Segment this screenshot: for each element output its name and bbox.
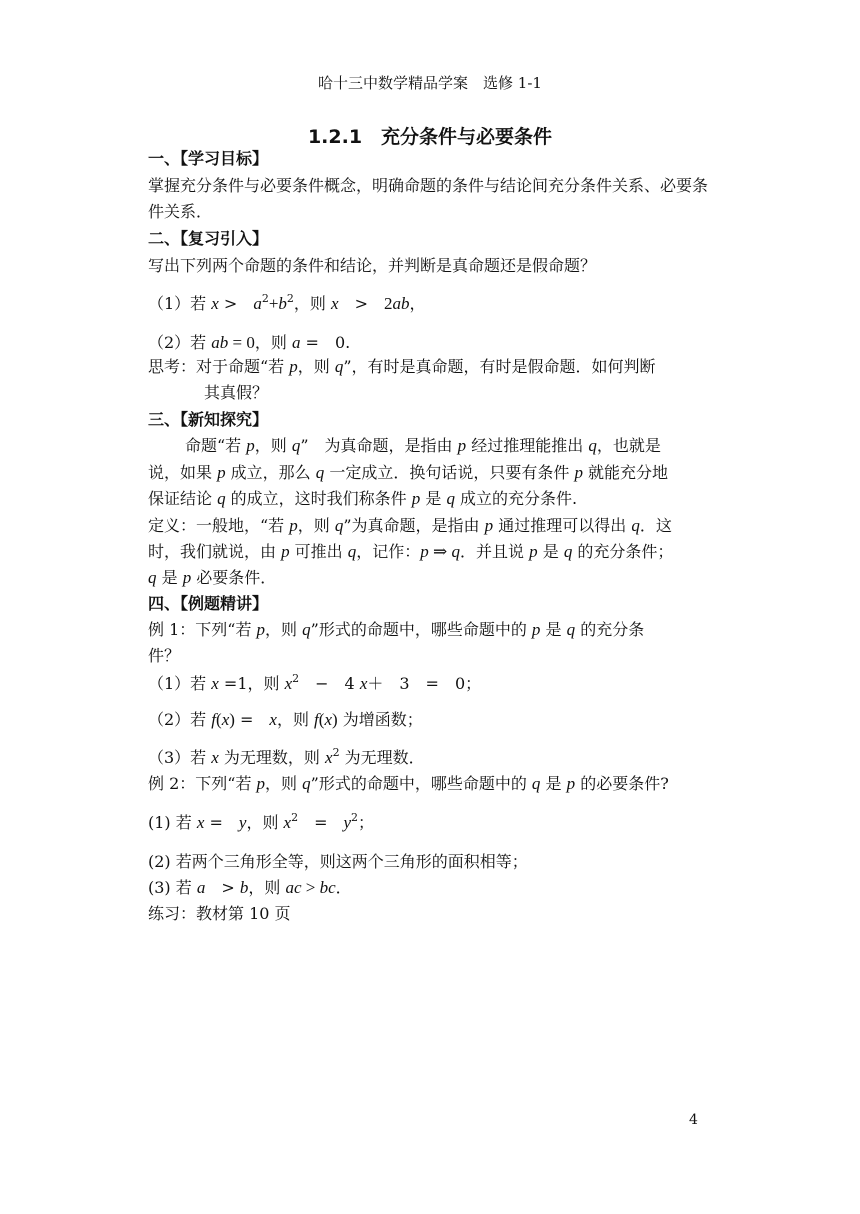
text-run: 经过推理能推出 xyxy=(466,436,589,455)
math-var: p xyxy=(256,774,266,793)
text-run: ，则 xyxy=(297,516,335,535)
math-var: f xyxy=(314,710,319,729)
text-run: ( xyxy=(318,710,325,729)
text-run: 是 xyxy=(540,774,567,793)
example1-item-1 xyxy=(148,673,481,695)
example1-item-3 xyxy=(148,747,425,769)
text-run: 为无理数． xyxy=(339,748,425,767)
text-run: 思考：对于命题“若 xyxy=(148,357,290,376)
text-run: − 4 xyxy=(299,674,360,693)
math-var: q xyxy=(446,489,455,508)
text-run: 的充分条 xyxy=(575,620,645,639)
text-run: (3) 若 xyxy=(148,878,197,897)
text-run: ． xyxy=(335,878,352,897)
text-run: 必要条件． xyxy=(191,568,277,587)
example1-item-2 xyxy=(148,709,423,731)
math-var: q xyxy=(588,436,597,455)
section-4-heading xyxy=(148,593,268,615)
text-run: ) xyxy=(332,710,338,729)
math-var: p xyxy=(256,620,266,639)
review-intro xyxy=(148,255,596,277)
text-run: 成立，那么 xyxy=(225,463,316,482)
text-run: 说，如果 xyxy=(148,463,218,482)
math-var: p xyxy=(411,489,421,508)
objective-line-1 xyxy=(148,175,708,197)
text-run: ，也就是 xyxy=(596,436,661,455)
text-run: 时，我们就说，由 xyxy=(148,542,282,561)
math-var: x xyxy=(269,710,277,729)
exercise-line xyxy=(148,903,291,925)
text-run: （2）若 xyxy=(148,710,212,729)
math-var: x xyxy=(325,748,333,767)
math-var: x xyxy=(211,294,219,313)
text-run: ( xyxy=(216,710,222,729)
page-title: 1.2.1 充分条件与必要条件 xyxy=(307,126,553,148)
math-var: p xyxy=(457,436,467,455)
math-exponent: 2 xyxy=(286,292,294,305)
text-run: ”，有时是真命题，有时是假命题．如何判断 xyxy=(343,357,656,376)
example2-item-2 xyxy=(148,851,528,873)
example1-line-1 xyxy=(148,619,644,641)
text-run: 为无理数，则 xyxy=(218,748,326,767)
example2-line-1 xyxy=(148,773,669,795)
math-var: p xyxy=(566,774,576,793)
definition-line-3 xyxy=(148,567,276,589)
math-var: p xyxy=(531,620,541,639)
text-run: (2) 若两个三角形全等，则这两个三角形的面积相等； xyxy=(148,852,528,871)
math-var: b xyxy=(239,878,249,897)
text-run: > xyxy=(338,294,384,313)
math-var: p xyxy=(217,463,226,482)
text-run: (1) 若 xyxy=(148,813,197,832)
explore-line-3 xyxy=(148,488,577,510)
text-run: 一、【学习目标】 xyxy=(148,149,269,168)
explore-line-2 xyxy=(148,462,668,484)
text-run: ” 为真命题，是指由 xyxy=(300,436,458,455)
think-line-2 xyxy=(204,382,268,404)
text-run: ； xyxy=(358,813,375,832)
text-run: 例 1：下列“若 xyxy=(148,620,257,639)
math-var: x xyxy=(359,674,368,693)
math-var: p xyxy=(574,463,583,482)
section-1-heading xyxy=(148,148,268,170)
text-run: 通过推理可以得出 xyxy=(493,516,632,535)
explore-line-1 xyxy=(185,435,661,457)
math-var: x xyxy=(283,813,292,832)
text-run: 其真假？ xyxy=(204,383,269,402)
text-run: 是 xyxy=(540,620,567,639)
definition-line-1 xyxy=(148,515,672,537)
math-var: x xyxy=(211,748,219,767)
math-var: q xyxy=(631,516,640,535)
math-exponent: 2 xyxy=(332,746,340,759)
text-run: 成立的充分条件. xyxy=(454,489,578,508)
text-run: 的充分条件； xyxy=(572,542,674,561)
math-var: y xyxy=(238,813,247,832)
text-run: （2）若 xyxy=(148,333,212,352)
text-run: 就能充分地 xyxy=(582,463,669,482)
text-run: 写出下列两个命题的条件和结论，并判断是真命题还是假命题？ xyxy=(148,256,597,275)
text-run: = 0 xyxy=(228,333,255,352)
math-var: q xyxy=(217,489,226,508)
text-run: 为增函数； xyxy=(337,710,423,729)
math-var: p xyxy=(484,516,494,535)
math-var: f xyxy=(211,710,217,729)
math-exponent: 2 xyxy=(291,811,299,824)
text-run: ，则 xyxy=(276,710,315,729)
review-item-2 xyxy=(148,332,350,354)
page-header: 哈十三中数学精品学案 选修 1-1 xyxy=(318,74,542,92)
text-run: 一定成立．换句话说，只要有条件 xyxy=(324,463,575,482)
math-var: q xyxy=(451,542,461,561)
math-var: x xyxy=(196,813,205,832)
text-run: ，则 xyxy=(254,333,292,352)
text-run: = xyxy=(204,813,239,832)
text-run: ”形式的命题中，哪些命题中的 xyxy=(310,774,532,793)
math-var: x xyxy=(324,710,332,729)
text-run: > xyxy=(301,878,320,897)
text-run: 可推出 xyxy=(289,542,348,561)
math-var: ab xyxy=(211,333,229,352)
text-run: = 0. xyxy=(300,333,351,352)
math-var: x xyxy=(331,294,339,313)
math-var: x xyxy=(221,710,230,729)
math-var: q xyxy=(315,463,325,482)
math-var: q xyxy=(563,542,573,561)
math-var: q xyxy=(347,542,357,561)
text-run: 掌握充分条件与必要条件概念，明确命题的条件与结论间充分条件关系、必要条 xyxy=(148,176,709,195)
text-run: 件关系． xyxy=(148,202,213,221)
math-var: ac xyxy=(285,878,302,897)
text-run: 保证结论 xyxy=(148,489,218,508)
text-run: > xyxy=(205,878,240,897)
text-run: 的必要条件? xyxy=(575,774,669,793)
text-run: 二、【复习引入】 xyxy=(148,229,269,248)
section-2-heading xyxy=(148,228,268,250)
math-var: q xyxy=(334,357,344,376)
math-var: y xyxy=(343,813,352,832)
text-run: 例 2：下列“若 xyxy=(148,774,257,793)
math-var: bc xyxy=(319,878,336,897)
math-var: p xyxy=(289,357,298,376)
math-var: x xyxy=(211,674,219,693)
example2-item-3 xyxy=(148,877,352,899)
text-run: 2 xyxy=(383,294,393,313)
text-run: ， xyxy=(409,294,426,313)
math-var: a xyxy=(253,294,262,313)
text-run: ．这 xyxy=(639,516,672,535)
math-var: q xyxy=(302,774,311,793)
math-var: a xyxy=(291,333,301,352)
text-run: ”形式的命题中，哪些命题中的 xyxy=(310,620,532,639)
math-var: q xyxy=(566,620,576,639)
text-run: ⇒ xyxy=(428,542,452,561)
text-run: = xyxy=(298,813,344,832)
math-var: q xyxy=(531,774,541,793)
text-run: 的成立，这时我们称条件 xyxy=(225,489,412,508)
math-exponent: 2 xyxy=(261,292,269,305)
text-run: （3）若 xyxy=(148,748,212,767)
text-run: = xyxy=(234,710,270,729)
definition-line-2 xyxy=(148,541,673,563)
math-var: q xyxy=(302,620,311,639)
text-run: ，则 xyxy=(297,357,335,376)
text-run: ) xyxy=(229,710,235,729)
text-run: 练习：教材第 10 页 xyxy=(148,904,291,923)
text-run: 命题“若 xyxy=(185,436,247,455)
text-run: 三、【新知探究】 xyxy=(148,410,269,429)
math-var: p xyxy=(420,542,429,561)
math-exponent: 2 xyxy=(292,672,300,685)
math-var: q xyxy=(291,436,301,455)
math-var: q xyxy=(148,568,157,587)
text-run: （1）若 xyxy=(148,674,212,693)
math-var: b xyxy=(278,294,287,313)
review-item-1 xyxy=(148,293,426,315)
text-run: ，记作： xyxy=(356,542,421,561)
example1-line-2 xyxy=(148,645,180,667)
think-line-1 xyxy=(148,356,656,378)
text-run: ，则 xyxy=(265,774,303,793)
math-var: p xyxy=(529,542,538,561)
text-run: ，则 xyxy=(246,813,284,832)
math-var: q xyxy=(334,516,344,535)
objective-line-2 xyxy=(148,201,212,223)
text-run: 是 xyxy=(156,568,183,587)
text-run: ，则 xyxy=(248,878,286,897)
text-run: ，则 xyxy=(293,294,332,313)
math-var: p xyxy=(289,516,298,535)
text-run: 是 xyxy=(537,542,564,561)
math-exponent: 2 xyxy=(351,811,359,824)
text-run: > xyxy=(218,294,254,313)
text-run: ＋ 3 = 0； xyxy=(367,674,482,693)
text-run: 件？ xyxy=(148,646,181,665)
text-run: 定义：一般地，“若 xyxy=(148,516,290,535)
example2-item-1 xyxy=(148,812,374,834)
math-var: x xyxy=(284,674,293,693)
text-run: 是 xyxy=(420,489,447,508)
math-var: ab xyxy=(392,294,410,313)
text-run: 四、【例题精讲】 xyxy=(148,594,269,613)
math-var: p xyxy=(281,542,290,561)
text-run: + xyxy=(268,294,279,313)
text-run: ．并且说 xyxy=(460,542,530,561)
section-3-heading xyxy=(148,409,268,431)
math-var: p xyxy=(182,568,192,587)
text-run: ，则 xyxy=(265,620,303,639)
text-run: （1）若 xyxy=(148,294,212,313)
math-var: p xyxy=(246,436,255,455)
text-run: ”为真命题，是指由 xyxy=(343,516,485,535)
text-run: =1，则 xyxy=(218,674,285,693)
math-var: a xyxy=(196,878,206,897)
text-run: ，则 xyxy=(254,436,292,455)
page-number: 4 xyxy=(689,1112,698,1128)
